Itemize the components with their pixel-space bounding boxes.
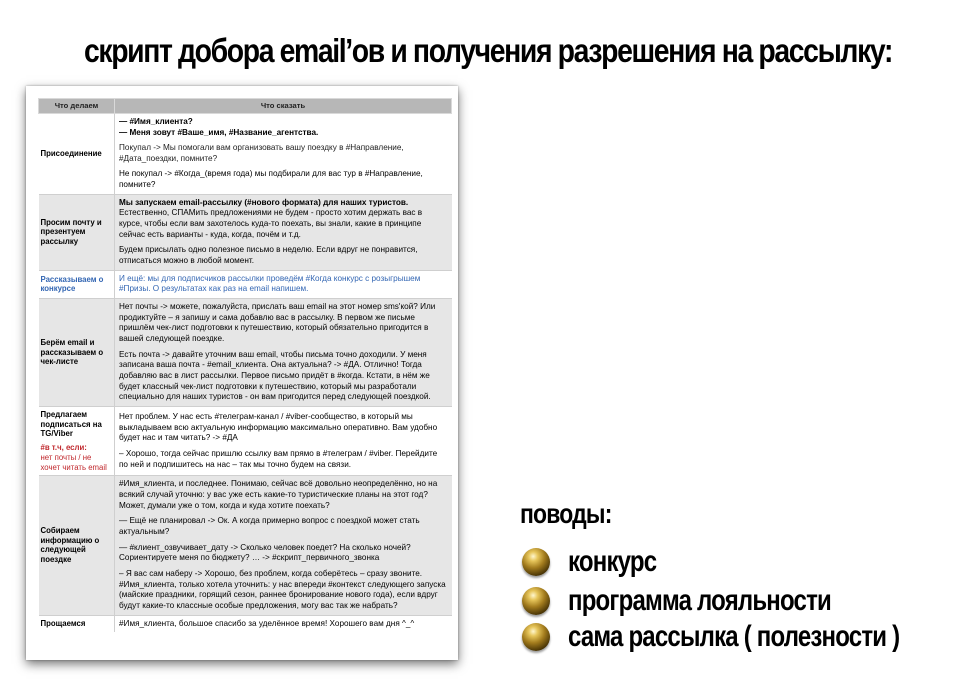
- column-header-say: Что сказать: [115, 99, 452, 114]
- line: Нет почты -> можете, пожалуйста, прислать ваш email на этот номер sms'кой? Или продиктуйте – я запишу и сама добавлю вас в рассылку. В первом же письме пришлём чек-лист подготовки к путешествию, который обязательно пригодится в вашей следующей поездке.: [119, 302, 436, 344]
- reason-label: программа лояльности: [568, 584, 831, 617]
- line: Мы запускаем email-рассылку (#нового формата) для наших туристов.: [119, 197, 409, 207]
- gold-bullet-icon: [522, 623, 550, 651]
- table-row: [39, 270, 452, 298]
- line: Не покупал -> #Когда_(время года) мы подбирали для вас тур в #Направление, помните?: [119, 169, 423, 190]
- row-step: [39, 406, 115, 475]
- line: Естественно, СПАМить предложениями не будем - просто хотим держать вас в курсе, чтобы если вам захотелось куда-то поехать, вы знали, какие в принципе сейчас есть варианты - куда, когда, почём и т.д.: [119, 208, 423, 239]
- row-step: Присоединение: [39, 113, 115, 194]
- line: #Имя_клиента, и последнее. Понимаю, сейчас всё довольно неопределённо, но на всякий случай уточню: у вас уже есть какие-то туристические планы на этот год? Может, думали уже о том, когда и куда хотите поехать?: [119, 479, 438, 510]
- row-step-note: [41, 443, 112, 472]
- gold-bullet-icon: [522, 548, 550, 576]
- column-header-what: Что делаем: [39, 99, 115, 114]
- row-text: [115, 194, 452, 270]
- line: — #Имя_клиента?: [119, 116, 193, 126]
- line: Есть почта -> давайте уточним ваш email, чтобы письма точно доходили. У меня записана ваша почта - #email_клиента. Она актуальна? -> #ДА. Отлично! Тогда добавляю вас в лист рассылки. Первое письмо придёт в #когда. Кстати, в нём же будет классный чек-лист подготовки к путешествию, который мы разработали специально для наших туристов - он вам пригодится перед следующей поездкой.: [119, 349, 431, 402]
- reason-item: [522, 584, 897, 618]
- line: – Хорошо, тогда сейчас пришлю ссылку вам прямо в #телеграм / #viber. Перейдите по ней и подпишитесь на нас – так мы точно будем на связи.: [119, 448, 438, 469]
- line: — Ещё не планировал -> Ок. А когда примерно вопрос с поездкой может стать актуальным?: [119, 516, 420, 536]
- script-document: [26, 86, 458, 660]
- table-row: [39, 194, 452, 270]
- reason-item: [522, 620, 976, 654]
- line: – Я вас сам наберу -> Хорошо, без проблем, когда соберётесь – сразу звоните. #Имя_клиента, только хотела уточнить: у нас впереди #контекст следующего запуска (майские праздники, горящий сезон, раннее бронирование нового года), если вдруг будут какие-то классные особые предложения, могу вас так же набрать?: [119, 568, 446, 610]
- reason-item: [522, 545, 678, 579]
- row-step: Берём email и рассказываем о чек-листе: [39, 299, 115, 407]
- slide-title: скрипт добора email’ов и получения разрешения на рассылку:: [83, 32, 893, 69]
- line: Покупал -> Мы помогали вам организовать вашу поездку в #Направление, #Дата_поездки, помните?: [119, 143, 404, 163]
- line: — #клиент_озвучивает_дату -> Сколько человек поедет? На сколько ночей? Сориентируете меня по бюджету? … -> #скрипт_первичного_звонка: [119, 542, 411, 563]
- row-text: [115, 476, 452, 615]
- line: #Имя_клиента, большое спасибо за уделённое время! Хорошего вам дня ^_^: [119, 618, 415, 628]
- line: — Меня зовут #Ваше_имя, #Название_агентства.: [119, 127, 319, 137]
- row-step: Собираем информацию о следующей поездке: [39, 476, 115, 615]
- row-step: Прощаемся: [39, 615, 115, 632]
- table-row: [39, 615, 452, 632]
- line: И ещё: мы для подписчиков рассылки проведём #Когда конкурс с розыгрышем #Призы. О результатах как раз на email напишем.: [119, 273, 421, 294]
- row-step: Рассказываем о конкурсе: [39, 270, 115, 298]
- row-text: [115, 615, 452, 632]
- reasons-title: поводы:: [520, 498, 612, 529]
- row-step-label: Предлагаем подписаться на TG/Viber: [40, 409, 102, 439]
- table-row: [39, 406, 452, 475]
- script-table: [38, 98, 452, 632]
- note-text: нет почты / не хочет читать email: [40, 452, 107, 472]
- note-title: #в т.ч, если:: [40, 443, 87, 453]
- row-text: [115, 299, 452, 407]
- row-text: [115, 270, 452, 298]
- table-row: [39, 299, 452, 407]
- row-step: Просим почту и презентуем рассылку: [39, 194, 115, 270]
- line: Нет проблем. У нас есть #телеграм-канал / #viber-сообщество, в который мы выкладываем всю актуальную информацию максимально оперативно. Вам удобно будет нас и там читать? -> #ДА: [119, 412, 438, 443]
- table-row: [39, 113, 452, 194]
- row-text: [115, 406, 452, 475]
- reason-label: сама рассылка ( полезности ): [568, 620, 900, 653]
- gold-bullet-icon: [522, 587, 550, 615]
- line: Будем присылать одно полезное письмо в неделю. Если вдруг не понравится, отписаться можно в любой момент.: [119, 245, 418, 266]
- table-row: [39, 476, 452, 615]
- row-text: [115, 113, 452, 194]
- reason-label: конкурс: [568, 545, 657, 578]
